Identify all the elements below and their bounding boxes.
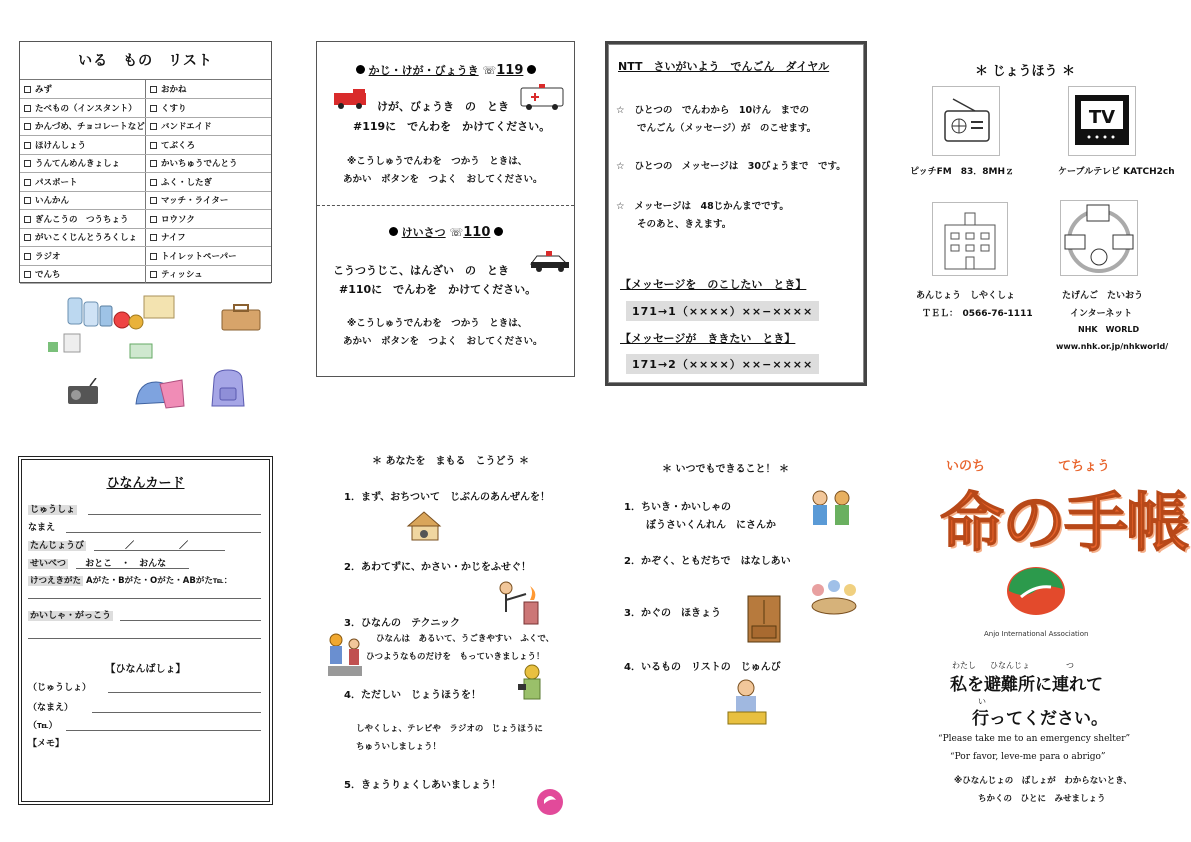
cover-line2: 行ってください。	[972, 709, 1108, 729]
checkbox-icon[interactable]	[24, 105, 31, 112]
list-item[interactable]	[20, 80, 146, 99]
tv-text: TV	[1088, 107, 1116, 128]
ntt-leave-number: 171→1（××××）××−××××	[626, 301, 819, 321]
list-item[interactable]	[20, 99, 146, 118]
list-item-label: かんづめ、チョコレートなど	[35, 122, 145, 133]
list-item[interactable]	[146, 265, 272, 284]
checkbox-icon[interactable]	[24, 123, 31, 130]
police-note1: ※こうしゅうでんわを つかう ときは、	[347, 318, 528, 329]
list-item[interactable]	[20, 191, 146, 210]
ruby-i: い	[978, 697, 986, 706]
star-bullet-icon: ☆	[616, 161, 625, 172]
ntt-dial-panel	[605, 41, 867, 386]
checkbox-icon[interactable]	[150, 105, 157, 112]
list-item[interactable]	[146, 210, 272, 229]
first-aid-box-icon	[220, 302, 264, 332]
list-item[interactable]	[20, 265, 146, 284]
list-row	[20, 117, 271, 136]
list-item[interactable]	[146, 247, 272, 266]
list-row	[20, 173, 271, 192]
ntt-bullet	[616, 198, 789, 234]
fire-line2: #119に でんわを かけてください。	[353, 120, 551, 133]
bullet-dot-icon	[389, 227, 398, 236]
checkbox-icon[interactable]	[150, 197, 157, 204]
bullet-dot-icon	[356, 65, 365, 74]
protect-step2: 2．あわてずに、かさい・かじをふせぐ！	[344, 562, 531, 573]
item-list-panel	[19, 41, 272, 283]
list-item[interactable]	[146, 154, 272, 173]
checkbox-icon[interactable]	[150, 160, 157, 167]
phone-icon: ☏	[482, 64, 497, 77]
list-item-label: いんかん	[35, 196, 70, 207]
protect-step3-sub2: ひつようなものだけを もっていきましょう！	[366, 652, 545, 662]
ntt-listen-label: 【メッセージが ききたい とき】	[620, 332, 796, 345]
anytime-item2: 2．かぞく、ともだちで はなしあい	[624, 556, 791, 567]
list-item[interactable]	[20, 228, 146, 247]
list-item-label: ぎんこうの つうちょう	[35, 214, 129, 225]
list-item-label: うんてんめんきょしょ	[35, 159, 121, 170]
ntt-bullet-text: メッセージは 48じかんまでです。	[634, 201, 789, 212]
ntt-listen-number: 171→2（××××）××−××××	[626, 354, 819, 374]
earthquake-house-icon	[404, 506, 444, 544]
blood-tel: ℡：	[212, 576, 233, 586]
checkbox-icon[interactable]	[150, 234, 157, 241]
ambulance-icon	[519, 82, 567, 112]
birthday-field[interactable]	[94, 550, 225, 551]
building-icon	[933, 203, 1007, 275]
list-item[interactable]	[146, 191, 272, 210]
cover-note1: ※ひなんじょの ばしょが わからないとき、	[954, 776, 1132, 786]
protect-step4: 4．ただしい じょうほうを！	[344, 690, 481, 701]
association-name: Anjo International Association	[984, 630, 1089, 638]
radio-icon	[66, 378, 100, 406]
police-car-icon	[529, 246, 571, 272]
birthday-slashes: ／ ／	[125, 541, 189, 551]
memo-label: 【メモ】	[28, 739, 65, 749]
cap-and-towel-icon	[132, 374, 186, 410]
family-talk-icon	[808, 572, 860, 620]
list-item[interactable]	[146, 136, 272, 155]
checkbox-icon[interactable]	[150, 179, 157, 186]
cover-line1: 私を避難所に連れて	[950, 675, 1103, 695]
net-label4[interactable]: www.nhk.or.jp/nhkworld/	[1056, 342, 1169, 351]
shelter-tel-field[interactable]	[66, 730, 261, 731]
anytime-title: ＊ いつでもできること！ ＊	[662, 464, 789, 475]
list-item[interactable]	[20, 117, 146, 136]
net-label1: たげんご たいおう	[1062, 291, 1144, 301]
listening-person-icon	[516, 664, 550, 706]
protect-step5: 5．きょうりょくしあいましょう！	[344, 780, 501, 791]
school-field[interactable]	[120, 620, 261, 621]
gender-underline	[76, 568, 189, 569]
ntt-title: NTT さいがいよう でんごん ダイヤル	[618, 60, 830, 73]
fire-line1: けが、びょうき の とき	[377, 100, 509, 113]
shelter-name-label: （なまえ）	[28, 703, 74, 713]
checkbox-icon[interactable]	[24, 234, 31, 241]
info-title: ＊ じょうほう ＊	[975, 64, 1076, 79]
list-item[interactable]	[20, 173, 146, 192]
card-title: ひなんカード	[106, 476, 185, 491]
list-item[interactable]	[20, 154, 146, 173]
checkbox-icon[interactable]	[150, 142, 157, 149]
ntt-bullet-text: そのあと、きえます。	[637, 219, 732, 230]
list-item-label: ふく・したぎ	[161, 177, 213, 188]
ntt-bullet-text: ひとつの でんわから 10けん までの	[634, 105, 810, 116]
bullet-dot-icon	[527, 65, 536, 74]
city-label: あんじょう しやくしょ	[916, 291, 1016, 301]
portuguese-request: “Por favor, leve-me para o abrigo”	[950, 752, 1106, 762]
fire-heading-row	[323, 62, 569, 78]
list-item-label: おかね	[161, 85, 187, 95]
protect-step4-sub1: しやくしょ、テレビや ラジオの じょうほうに	[356, 724, 543, 734]
protect-step3: 3．ひなんの テクニック	[344, 618, 460, 629]
list-item[interactable]	[146, 80, 272, 99]
net-label3: NHK WORLD	[1078, 325, 1140, 334]
card-divider	[28, 598, 261, 599]
list-item-label: がいこくじんとうろくしょ	[35, 233, 138, 244]
list-item[interactable]	[146, 173, 272, 192]
packing-list-icon	[724, 676, 770, 726]
checkbox-icon[interactable]	[24, 216, 31, 223]
police-heading-row	[323, 224, 569, 240]
panel-divider	[317, 205, 574, 206]
association-logo	[1005, 565, 1067, 617]
list-item-label: くすり	[161, 103, 187, 114]
name-field[interactable]	[66, 532, 261, 533]
checkbox-icon[interactable]	[24, 86, 31, 93]
ruby-tsu: つ	[1066, 661, 1074, 670]
phone-icon: ☏	[449, 226, 464, 239]
protect-step4-sub2: ちゅういしましょう！	[356, 742, 442, 752]
list-item-label: たべもの（インスタント）	[35, 103, 137, 114]
police-heading: けいさつ	[401, 226, 446, 239]
tv-label: ケーブルテレビ KATCH2ch	[1058, 167, 1175, 177]
ntt-bullet-text: でんごん（メッセージ）が のこせます。	[637, 123, 817, 134]
checkbox-icon[interactable]	[24, 253, 31, 260]
card-gender-label: せいべつ	[30, 559, 67, 569]
anytime-item4: 4．いるもの リストの じゅんび	[624, 662, 781, 673]
furniture-cabinet-icon	[742, 594, 786, 644]
list-item-label: ティッシュ	[161, 270, 203, 281]
bullet-dot-icon	[494, 227, 503, 236]
list-item[interactable]	[20, 136, 146, 155]
checkbox-icon[interactable]	[150, 271, 157, 278]
checkbox-icon[interactable]	[150, 86, 157, 93]
protect-step1: 1．まず、おちついて じぶんのあんぜんを！	[344, 492, 551, 503]
shelter-address-field[interactable]	[108, 692, 261, 693]
shelter-tel-label: （℡）	[28, 721, 58, 731]
list-item-label: マッチ・ライター	[161, 196, 229, 207]
backpack-icon	[208, 366, 248, 410]
pink-logo-icon	[536, 788, 564, 816]
star-bullet-icon: ☆	[616, 201, 625, 212]
list-item-label: かいちゅうでんとう	[161, 159, 238, 170]
list-row	[20, 99, 271, 118]
cover-title: 命の手帳	[940, 487, 1188, 561]
list-row	[20, 154, 271, 173]
ruby-hinanjo: ひなんじょ	[990, 661, 1030, 670]
net-label2: インターネット	[1070, 309, 1133, 319]
list-item-label: パスポート	[35, 177, 78, 188]
checkbox-icon[interactable]	[24, 197, 31, 204]
list-item[interactable]	[20, 247, 146, 266]
school-field-line2[interactable]	[28, 638, 261, 639]
shelter-address-label: （じゅうしょ）	[28, 683, 92, 693]
checkbox-icon[interactable]	[24, 142, 31, 149]
police-line2: #110に でんわを かけてください。	[339, 283, 537, 296]
checkbox-icon[interactable]	[24, 179, 31, 186]
card-name-label: なまえ	[28, 523, 56, 533]
anytime-item3: 3．かぐの ほきょう	[624, 608, 721, 619]
checkbox-icon[interactable]	[150, 123, 157, 130]
card-address-label: じゅうしょ	[30, 505, 76, 515]
fire-extinguish-icon	[490, 578, 544, 630]
blood-options[interactable]: Aがた・Bがた・Oがた・ABがた	[85, 576, 213, 586]
tv-box	[1068, 86, 1136, 156]
evacuation-card	[18, 456, 273, 805]
gender-options[interactable]: おとこ ・ おんな	[85, 559, 167, 569]
ruby-inochi: いのち	[946, 459, 986, 474]
radio-label: ピッチFM 83．8MHｚ	[910, 167, 1015, 177]
list-item[interactable]	[146, 228, 272, 247]
fire-note2: あかい ボタンを つよく おしてください。	[343, 174, 543, 185]
list-row	[20, 247, 271, 266]
list-row	[20, 136, 271, 155]
ntt-leave-label: 【メッセージを のこしたい とき】	[620, 278, 807, 291]
ntt-bullet-text: ひとつの メッセージは 30びょうまで です。	[634, 161, 846, 172]
checkbox-icon[interactable]	[24, 271, 31, 278]
anytime-item1-line2: ぼうさいくんれん にさんか	[646, 520, 776, 531]
network-icon	[1061, 201, 1137, 275]
emergency-supplies-illustration	[40, 290, 190, 360]
ruby-techou: てちょう	[1058, 459, 1111, 474]
card-birthday-label: たんじょうび	[30, 541, 85, 551]
address-field[interactable]	[88, 514, 261, 515]
list-item-label: みず	[35, 85, 53, 95]
shelter-title: 【ひなんばしょ】	[105, 664, 186, 675]
list-item[interactable]	[146, 99, 272, 118]
list-item-label: てぶくろ	[161, 140, 196, 151]
list-row	[20, 80, 271, 99]
english-request: “Please take me to an emergency shelter”	[938, 734, 1131, 744]
list-item[interactable]	[20, 210, 146, 229]
training-people-icon	[806, 488, 858, 530]
anytime-item1-line1: 1．ちいき・かいしゃの	[624, 502, 731, 513]
police-number: 110	[463, 225, 491, 240]
internet-box	[1060, 200, 1138, 276]
star-bullet-icon: ☆	[616, 105, 625, 116]
list-item-label: ロウソク	[161, 214, 195, 225]
fire-number: 119	[496, 63, 524, 78]
fire-truck-icon	[333, 88, 367, 110]
list-title: いる もの リスト	[20, 42, 271, 80]
list-row	[20, 210, 271, 229]
ntt-bullet	[616, 102, 816, 138]
checkbox-icon[interactable]	[150, 216, 157, 223]
tv-icon	[1069, 87, 1135, 155]
list-row	[20, 228, 271, 247]
emergency-call-panel	[316, 41, 575, 377]
list-item-label: ナイフ	[161, 233, 186, 244]
item-list-table	[20, 80, 271, 284]
fire-heading: かじ・けが・びょうき	[368, 64, 479, 77]
list-item-label: ほけんしょう	[35, 140, 87, 151]
police-note2: あかい ボタンを つよく おしてください。	[343, 336, 543, 347]
card-blood-label: けつえきがた	[30, 576, 82, 586]
ruby-watashi: わたし	[952, 661, 976, 670]
shelter-name-field[interactable]	[92, 712, 261, 713]
cover-note2: ちかくの ひとに みせましょう	[978, 794, 1106, 804]
city-tel: ＴＥＬ： 0566-76-1111	[922, 309, 1033, 319]
checkbox-icon[interactable]	[24, 160, 31, 167]
evacuating-people-icon	[322, 632, 368, 680]
list-item-label: バンドエイド	[161, 122, 212, 133]
protect-title: ＊ あなたを まもる こうどう ＊	[372, 456, 529, 467]
protect-step3-sub1: ひなんは あるいて、うごきやすい ふくで、	[376, 634, 555, 644]
checkbox-icon[interactable]	[150, 253, 157, 260]
fire-note1: ※こうしゅうでんわを つかう ときは、	[347, 156, 528, 167]
list-item[interactable]	[146, 117, 272, 136]
list-item-label: でんち	[35, 270, 61, 281]
ntt-bullet	[616, 158, 846, 176]
list-item-label: トイレットペーパー	[161, 251, 237, 262]
list-row	[20, 265, 271, 284]
police-line1: こうつうじこ、はんざい の とき	[333, 264, 509, 277]
city-hall-box	[932, 202, 1008, 276]
card-school-label: かいしゃ・がっこう	[30, 611, 112, 621]
radio-icon	[933, 87, 999, 155]
list-item-label: ラジオ	[35, 251, 61, 262]
list-row	[20, 191, 271, 210]
radio-box	[932, 86, 1000, 156]
